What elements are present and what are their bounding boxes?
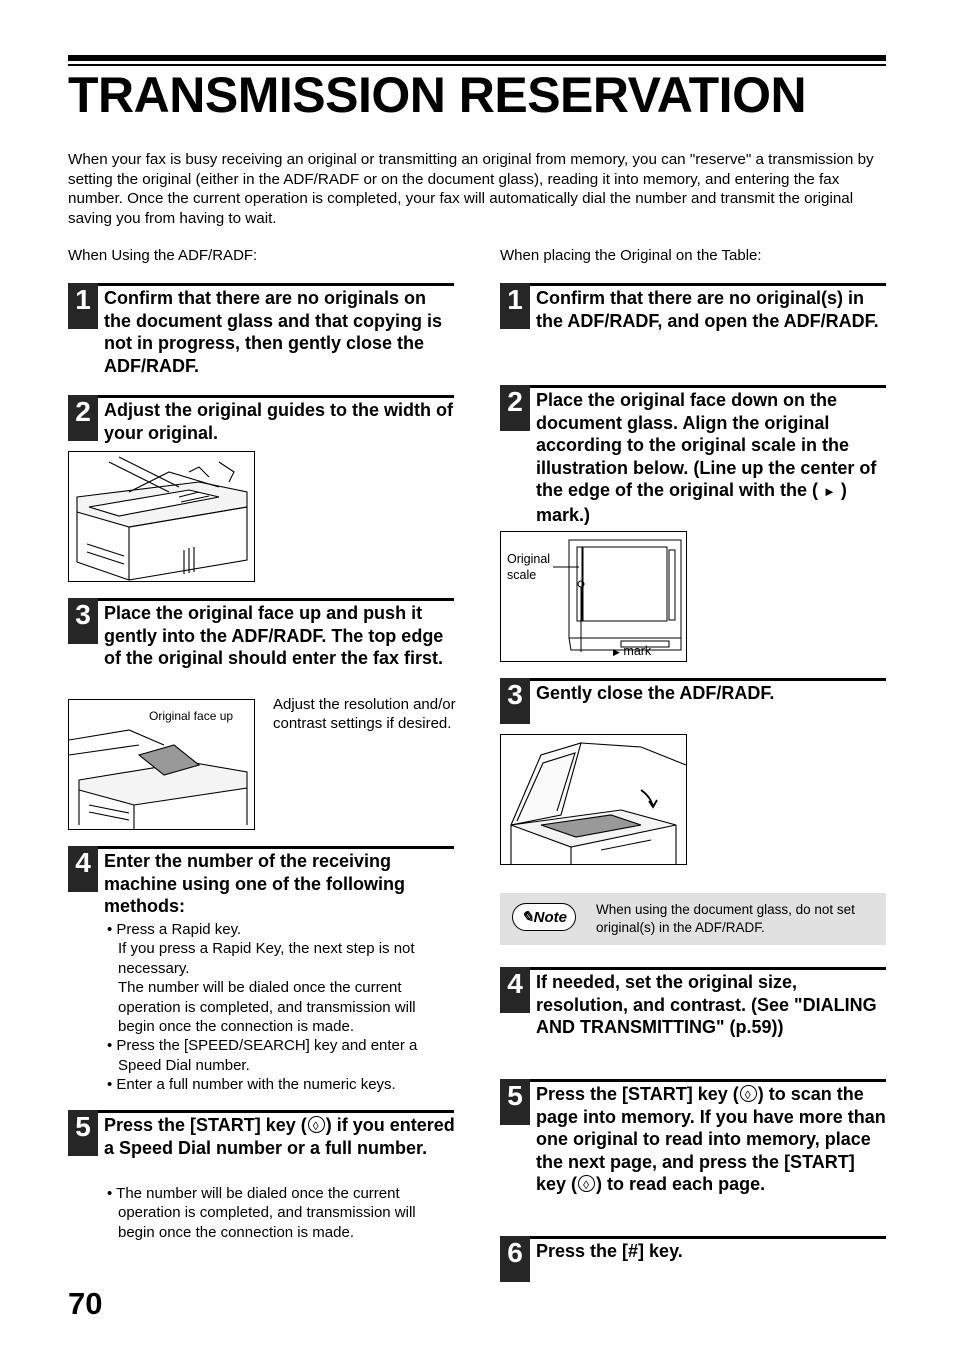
step-number: 2	[500, 385, 530, 431]
step-text: Press the [START] key (◊ ) if you entered a Speed Dial number or a full number.	[104, 1114, 456, 1159]
mark-arrow-icon: ►	[823, 484, 836, 499]
step-text: If needed, set the original size, resolution, and contrast. (See "DIALING AND TRANSMITTING" (p.59))	[536, 972, 877, 1037]
step-number: 4	[68, 846, 98, 892]
step-text: Enter the number of the receiving machine using one of the following methods:	[104, 851, 405, 916]
mark-arrow-icon: ▶	[613, 647, 620, 657]
step-text: Place the original face up and push it gently into the ADF/RADF. The top edge of the original should enter the fax first.	[104, 603, 444, 668]
step-text: Confirm that there are no originals on the document glass and that copying is not in progress, then gently close the ADF/RADF.	[104, 288, 443, 376]
bullet-item: • The number will be dialed once the current operation is completed, and transmission will begin once the connection is made.	[107, 1185, 416, 1241]
step-number: 2	[68, 395, 98, 441]
note-text: When using the document glass, do not set original(s) in the ADF/RADF.	[596, 902, 855, 935]
title-rule-bottom	[68, 64, 886, 66]
step-text: Gently close the ADF/RADF.	[536, 683, 775, 703]
original-face-up-illustration	[68, 699, 255, 830]
document-glass-scale-illustration	[500, 531, 687, 662]
step-number: 1	[68, 283, 98, 329]
title-rule-top	[68, 55, 886, 61]
step-text: Adjust the original guides to the width of your original.	[104, 400, 453, 443]
pencil-icon: ✎	[521, 909, 534, 926]
note-box	[500, 893, 886, 945]
step-number: 3	[68, 598, 98, 644]
step-number: 5	[500, 1079, 530, 1125]
step-5-bullet-list	[107, 1184, 452, 1242]
page-title: TRANSMISSION RESERVATION	[68, 67, 807, 123]
adf-guides-illustration	[68, 451, 255, 582]
mark-label-wrap: ▶ mark	[613, 644, 652, 658]
intro-paragraph: When your fax is busy receiving an original or transmitting an original from memory, you can "reserve" a transmission by setting the original (either in the ADF/RADF or on the document glass), reading it into memory, and entering the fax number. Once the current operation is completed, your fax will automatically dial the number and transmit the original saving you from having to wait.	[68, 151, 874, 227]
bullet-item: • Enter a full number with the numeric keys.	[107, 1076, 396, 1094]
left-column-heading: When Using the ADF/RADF:	[68, 247, 258, 264]
start-key-icon	[308, 1116, 325, 1133]
resolution-note: Adjust the resolution and/or contrast settings if desired.	[273, 696, 456, 733]
scale-label: Original scale	[507, 552, 551, 582]
right-column-heading: When placing the Original on the Table:	[500, 247, 762, 264]
note-label: ✎Note	[512, 903, 576, 931]
step-text: Press the [#] key.	[536, 1241, 683, 1261]
step-4-bullet-list	[107, 920, 452, 1095]
page-number: 70	[68, 1286, 103, 1321]
step-number: 6	[500, 1236, 530, 1282]
bullet-continuation: If you press a Rapid Key, the next step is not necessary.	[118, 940, 415, 977]
step-number: 3	[500, 678, 530, 724]
bullet-item: • Press the [SPEED/SEARCH] key and enter a Speed Dial number.	[107, 1037, 418, 1074]
step-number: 1	[500, 283, 530, 329]
step-text: Place the original face down on the document glass. Align the original according to the original scale in the illustration below. (Line up the center of the edge of the original with the ( ► ) mark.)	[536, 390, 877, 525]
step-number: 4	[500, 967, 530, 1013]
bullet-continuation: The number will be dialed once the current operation is completed, and transmission will begin once the connection is made.	[118, 979, 416, 1036]
start-key-icon	[740, 1085, 757, 1102]
start-key-icon	[578, 1175, 595, 1192]
bullet-item: • Press a Rapid key.	[107, 921, 242, 938]
step-text: Confirm that there are no original(s) in the ADF/RADF, and open the ADF/RADF.	[536, 288, 879, 331]
step-number: 5	[68, 1110, 98, 1156]
figure-label: Original face up	[149, 709, 234, 723]
close-adf-illustration	[500, 734, 687, 865]
step-text: Press the [START] key (◊ ) to scan the page into memory. If you have more than one original to read into memory, place the next page, and press the [START] key (◊ ) to read each page.	[536, 1083, 888, 1196]
